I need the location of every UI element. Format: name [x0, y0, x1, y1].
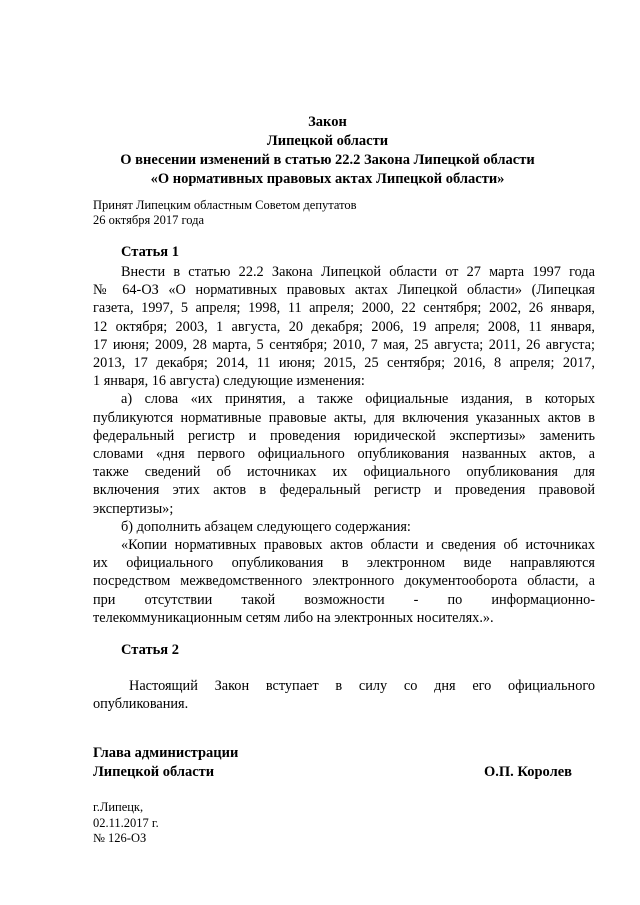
- text-line: также сведений об источниках их официального опубликования для: [93, 464, 595, 481]
- article-2-heading: Статья 2: [121, 642, 179, 658]
- text-line: экспертизы»;: [93, 500, 174, 517]
- article-1-heading: Статья 1: [121, 244, 179, 260]
- text-line: словами «дня первого официального опубликования названных актов, а: [93, 446, 595, 463]
- text-line: 2013, 17 декабря; 2014, 11 июня; 2015, 25 сентября; 2016, 8 апреля; 2017,: [93, 355, 595, 372]
- text-line: посредством межведомственного электронного документооборота области, а: [93, 573, 595, 590]
- text-line: включения этих актов в федеральный регистр и проведения правовой: [93, 482, 595, 499]
- signing-date: 02.11.2017 г.: [93, 815, 159, 830]
- text-line: «Копии нормативных правовых актов области и сведения об источниках: [121, 537, 595, 554]
- text-line: Внести в статью 22.2 Закона Липецкой области от 27 марта 1997 года: [121, 264, 595, 280]
- text-line: а) слова «их принятия, а также официальные издания, в которых: [121, 391, 595, 408]
- adoption-note: [93, 198, 357, 228]
- text-line: при отсутствии такой возможности - по информационно-: [93, 591, 595, 608]
- law-title: [60, 113, 595, 189]
- title-line-law-name: «О нормативных правовых актах Липецкой области»: [150, 171, 505, 187]
- title-line-region: Липецкой области: [266, 133, 389, 149]
- text-line: публикуются нормативные правовые акты, для включения указанных актов в: [93, 409, 595, 426]
- text-line: 12 октября; 2003, 1 августа, 20 декабря; 2006, 19 апреля; 2008, 11 января,: [93, 318, 595, 335]
- text-line: б) дополнить абзацем следующего содержания:: [121, 518, 411, 535]
- text-line: 17 июня; 2009, 28 марта, 5 сентября; 2010, 7 мая, 25 августа; 2011, 26 августа;: [93, 336, 595, 353]
- text-line: опубликования.: [93, 696, 189, 713]
- signatory-position: [93, 744, 238, 782]
- position-line: Глава администрации: [93, 745, 239, 761]
- adoption-body: Принят Липецким областным Советом депутатов: [93, 198, 357, 212]
- text-line: их официального опубликования в электронном виде направляются: [93, 555, 595, 572]
- text-line: № 64-ОЗ «О нормативных правовых актах Липецкой области» (Липецкая: [93, 282, 595, 299]
- city: г.Липецк,: [93, 800, 144, 814]
- law-number: № 126-ОЗ: [93, 831, 147, 845]
- text-line: Настоящий Закон вступает в силу со дня его официального: [129, 678, 595, 694]
- text-line: 1 января, 16 августа) следующие изменения:: [93, 373, 365, 390]
- title-line-subject: О внесении изменений в статью 22.2 Закона Липецкой области: [120, 152, 535, 168]
- text-line: телекоммуникационным сетям либо на электронных носителях.».: [93, 609, 494, 626]
- article-2-body: [93, 677, 595, 713]
- signatory-name: О.П. Королев: [484, 764, 572, 780]
- place-and-number: [93, 800, 159, 847]
- text-line: газета, 1997, 5 апреля; 1998, 11 апреля; 2000, 22 сентября; 2002, 26 января,: [93, 300, 595, 317]
- title-line-law: Закон: [308, 114, 347, 130]
- text-line: федеральный регистр и проведения юридической экспертизы» заменить: [93, 427, 595, 444]
- article-1-body: [93, 263, 595, 627]
- adoption-date: 26 октября 2017 года: [93, 213, 205, 227]
- position-line: Липецкой области: [93, 764, 215, 780]
